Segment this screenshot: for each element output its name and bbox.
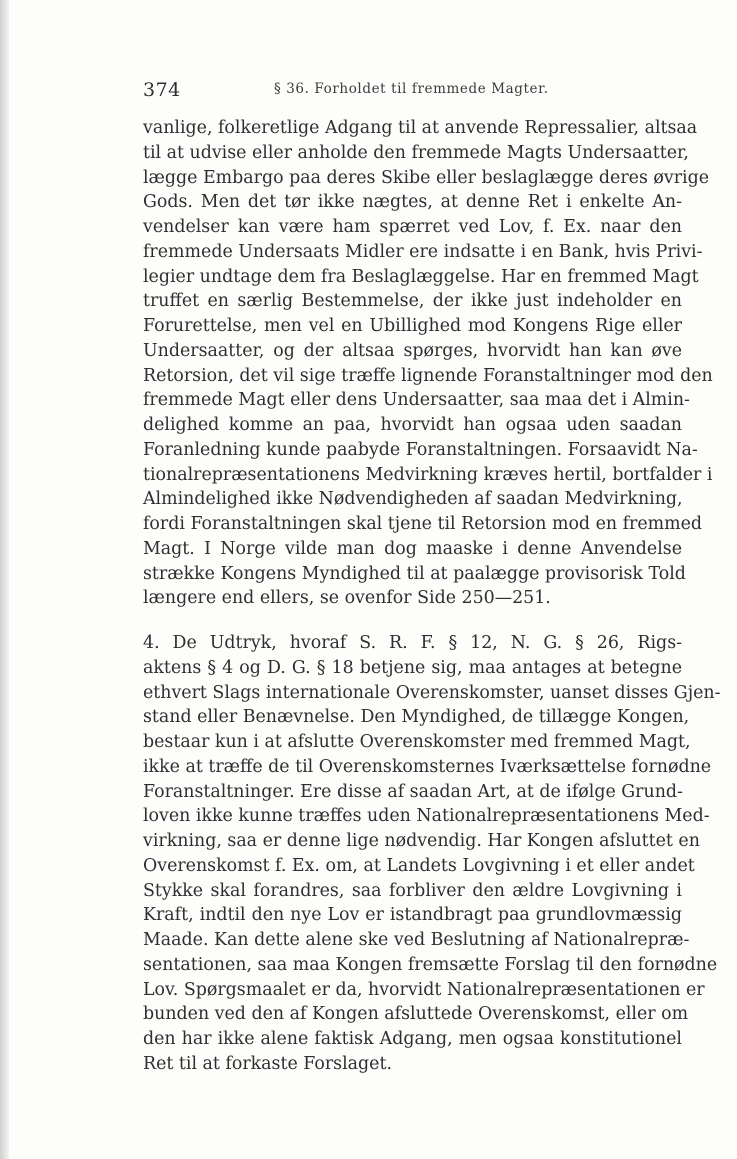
text-line: sentationen, saa maa Kongen fremsætte Forslag til den fornødne xyxy=(143,954,718,975)
text-line: Foranledning kunde paabyde Foranstaltningen. Forsaavidt Na- xyxy=(143,439,698,460)
text-line: virkning, saa er denne lige nødvendig. Har Kongen afsluttet en xyxy=(143,831,700,851)
text-line: længere end ellers, se ovenfor Side 250—251. xyxy=(143,588,551,609)
text-line: Ret til at forkaste Forslaget. xyxy=(143,1053,392,1074)
text-line: lægge Embargo paa deres Skibe eller beslaglægge deres øvrige xyxy=(143,167,709,188)
text-line: fremmede Undersaats Midler ere indsatte i en Bank, hvis Privi- xyxy=(143,241,703,262)
body-text xyxy=(143,116,721,1077)
text-line: Magt. I Norge vilde man dog maaske i denne Anvendelse xyxy=(143,538,682,559)
text-line: 4. De Udtryk, hvoraf S. R. F. § 12, N. G. § 26, Rigs- xyxy=(143,633,682,653)
text-line: Forurettelse, men vel en Ubillighed mod Kongens Rige eller xyxy=(143,316,682,336)
page-number: 374 xyxy=(143,79,181,101)
text-line: vanlige, folkeretlige Adgang til at anvende Repressalier, altsaa xyxy=(143,118,698,138)
paragraph-2 xyxy=(143,631,721,1077)
text-line: Gods. Men det tør ikke nægtes, at denne Ret i enkelte An- xyxy=(143,192,682,213)
text-line: stand eller Benævnelse. Den Myndighed, de tillægge Kongen, xyxy=(143,707,690,728)
text-line: Undersaatter, og der altsaa spørges, hvorvidt han kan øve xyxy=(143,340,682,361)
text-line: ikke at træffe de til Overenskomsternes Iværksættelse fornødne xyxy=(143,756,712,777)
text-line: strække Kongens Myndighed til at paalægge provisorisk Told xyxy=(143,563,686,584)
text-line: den har ikke alene faktisk Adgang, men ogsaa konstitutionel xyxy=(143,1029,682,1049)
text-line: ethvert Slags internationale Overenskomster, uanset disses Gjen- xyxy=(143,682,721,703)
text-line: Kraft, indtil den nye Lov er istandbragt paa grundlovmæssig xyxy=(143,905,682,926)
text-line: truffet en særlig Bestemmelse, der ikke just indeholder en xyxy=(143,291,682,312)
running-head: § 36. Forholdet til fremmede Magter. xyxy=(274,81,549,97)
text-line: bestaar kun i at afslutte Overenskomster med fremmed Magt, xyxy=(143,732,691,752)
paragraph-gap xyxy=(143,611,682,631)
text-line: legier undtage dem fra Beslaglæggelse. Har en fremmed Magt xyxy=(143,266,699,287)
page-header xyxy=(143,79,683,103)
text-line: delighed komme an paa, hvorvidt han ogsaa uden saadan xyxy=(143,415,682,435)
text-line: Foranstaltninger. Ere disse af saadan Art, at de ifølge Grund- xyxy=(143,781,683,802)
text-line: tionalrepræsentationens Medvirkning kræves hertil, bortfalder i xyxy=(143,464,713,485)
text-line: Lov. Spørgsmaalet er da, hvorvidt Nationalrepræsentationen er xyxy=(143,979,705,1000)
text-line: aktens § 4 og D. G. § 18 betjene sig, maa antages at betegne xyxy=(143,657,682,678)
text-line: Stykke skal forandres, saa forbliver den ældre Lovgivning i xyxy=(143,880,682,901)
text-line: bunden ved den af Kongen afsluttede Overenskomst, eller om xyxy=(143,1004,689,1025)
text-line: til at udvise eller anholde den fremmede Magts Undersaatter, xyxy=(143,142,689,163)
text-line: Overenskomst f. Ex. om, at Landets Lovgivning i et eller andet xyxy=(143,855,695,876)
text-line: fordi Foranstaltningen skal tjene til Retorsion mod en fremmed xyxy=(143,514,703,534)
text-line: Retorsion, det vil sige træffe lignende Foranstaltninger mod den xyxy=(143,365,713,386)
text-line: vendelser kan være ham spærret ved Lov, f. Ex. naar den xyxy=(143,217,682,237)
text-line: Almindelighed ikke Nødvendigheden af saadan Medvirkning, xyxy=(143,489,683,510)
paragraph-1 xyxy=(143,116,713,611)
page-edge-shadow xyxy=(0,0,9,1159)
text-line: Maade. Kan dette alene ske ved Beslutning af Nationalrepræ- xyxy=(143,930,690,950)
text-line: loven ikke kunne træffes uden Nationalrepræsentationens Med- xyxy=(143,806,710,827)
text-line: fremmede Magt eller dens Undersaatter, saa maa det i Almin- xyxy=(143,390,690,411)
